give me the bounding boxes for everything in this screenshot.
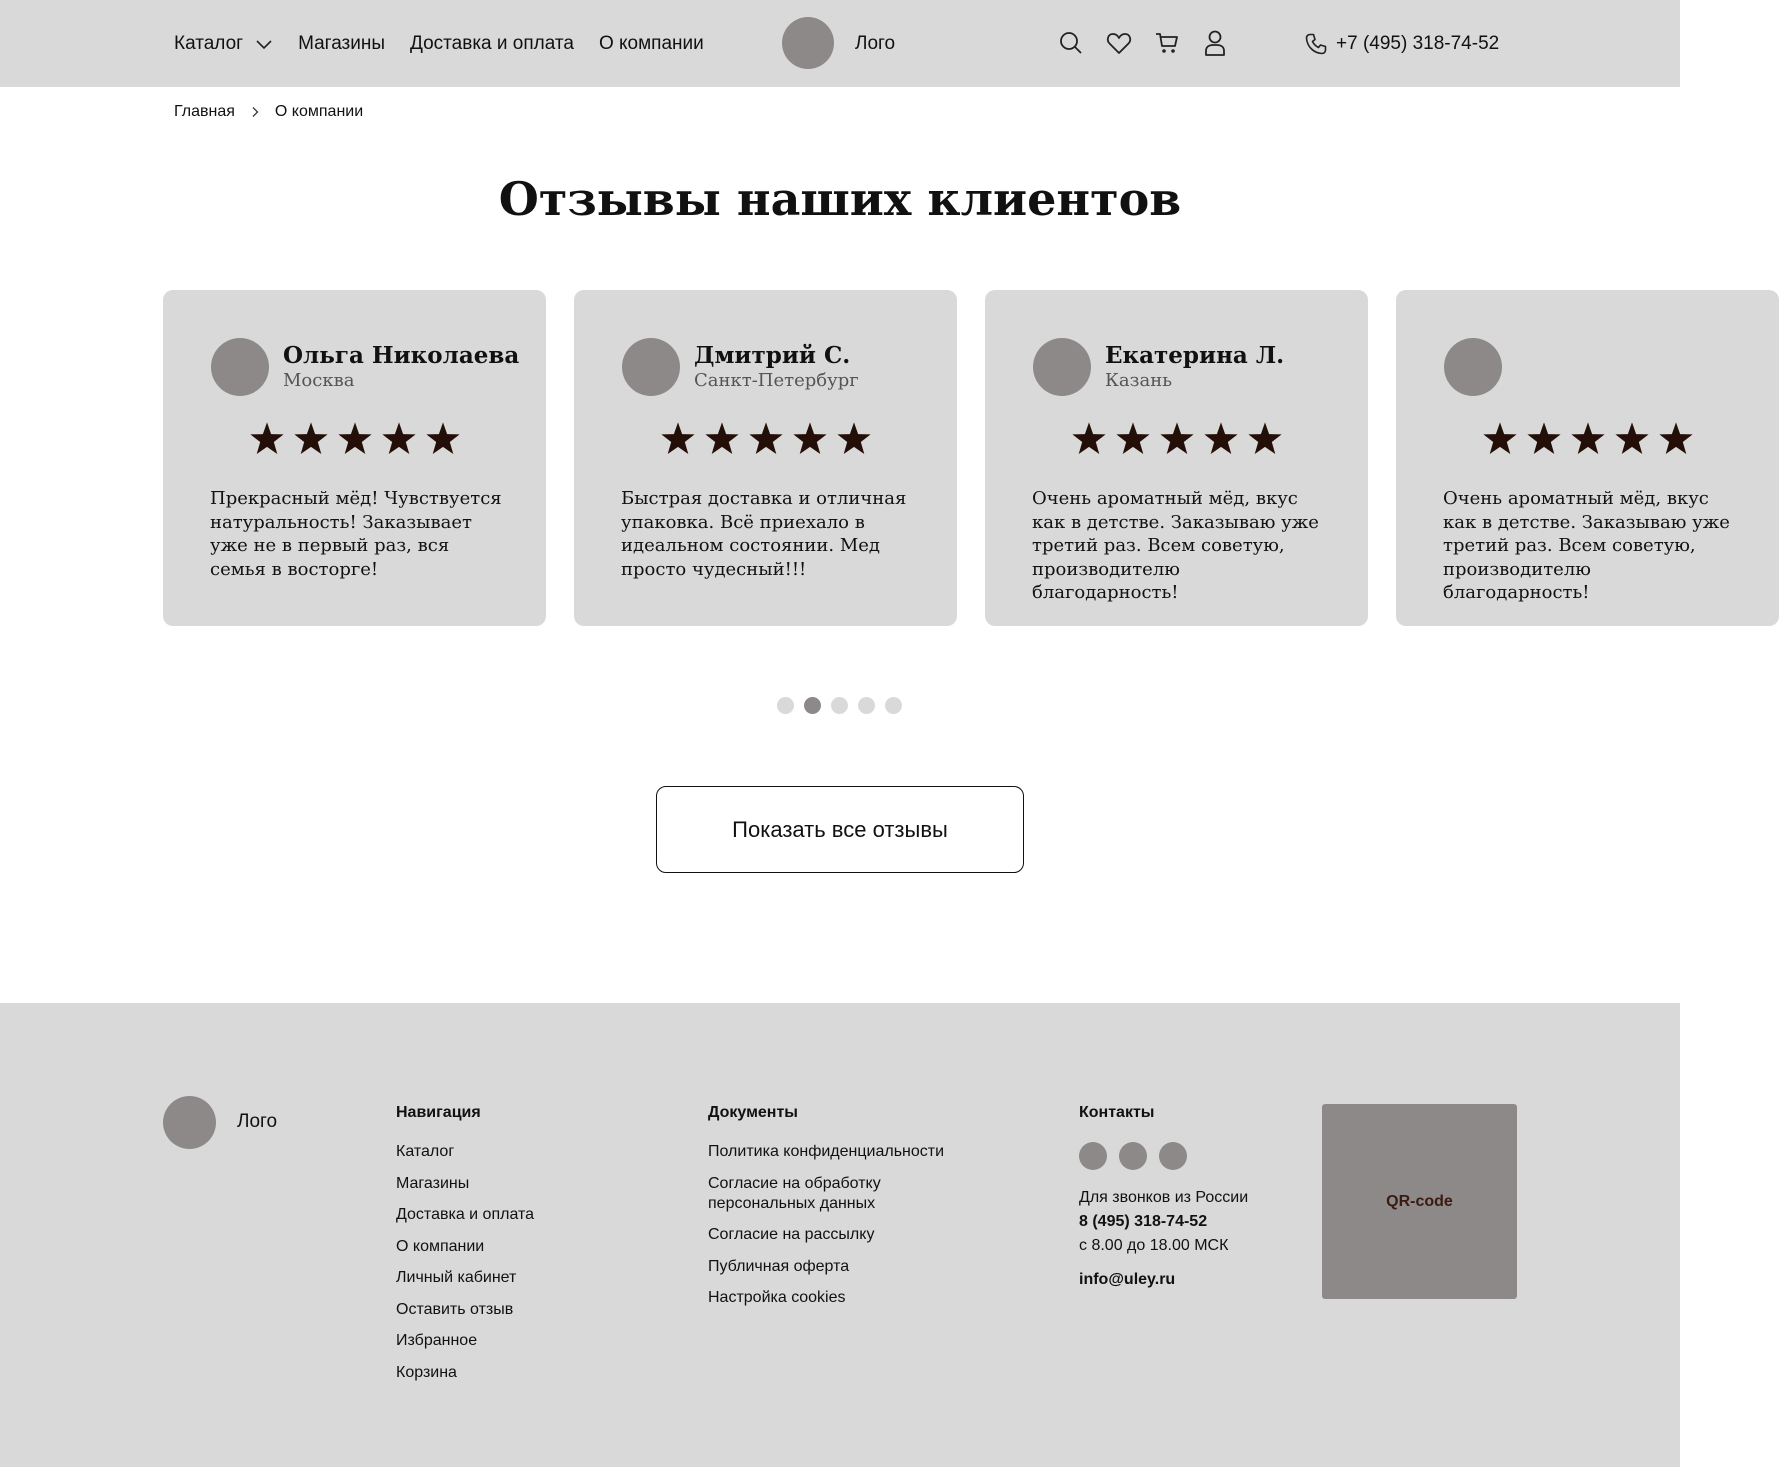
- breadcrumb-current: О компании: [274, 103, 364, 120]
- work-hours: с 8.00 до 18.00 МСК: [1079, 1237, 1229, 1254]
- footer-link[interactable]: Политика конфиденциальности: [708, 1143, 945, 1160]
- star-icon: [292, 420, 330, 458]
- review-city: Санкт-Петербург: [694, 370, 859, 391]
- pagination-dot[interactable]: [885, 697, 902, 714]
- page-title: Отзывы наших клиентов: [498, 172, 1182, 226]
- review-card: [985, 290, 1368, 626]
- nav-item-label: Каталог: [174, 32, 244, 54]
- avatar: [211, 338, 269, 396]
- phone-icon: [1305, 33, 1327, 55]
- pagination-dot[interactable]: [831, 697, 848, 714]
- nav-item-catalog[interactable]: [174, 33, 273, 55]
- nav-item-stores[interactable]: [298, 33, 385, 55]
- review-author: Дмитрий С.: [694, 342, 851, 369]
- footer-link[interactable]: О компании: [396, 1237, 485, 1255]
- social-icon[interactable]: [1119, 1142, 1147, 1170]
- search-button[interactable]: [1058, 28, 1084, 58]
- star-icon: [1657, 420, 1695, 458]
- star-icon: [1158, 420, 1196, 458]
- avatar: [1444, 338, 1502, 396]
- star-icon: [1481, 420, 1519, 458]
- footer-nav-title: Навигация: [396, 1104, 481, 1121]
- chevron-right-icon: [249, 106, 261, 118]
- review-text: Очень ароматный мёд, вкус как в детстве. Заказываю уже третий раз. Всем советую, производителю благодарность!: [1032, 488, 1319, 603]
- star-icon: [248, 420, 286, 458]
- chevron-down-icon: [255, 35, 273, 53]
- star-icon: [791, 420, 829, 458]
- star-icon: [1202, 420, 1240, 458]
- nav-item-about[interactable]: [599, 33, 704, 55]
- reviews-carousel[interactable]: [163, 290, 1730, 628]
- main-nav: [174, 0, 704, 87]
- review-text: Очень ароматный мёд, вкус как в детстве. Заказываю уже третий раз. Всем советую, производителю благодарность!: [1443, 488, 1730, 603]
- social-links: [1079, 1142, 1248, 1170]
- calls-label: Для звонков из России: [1079, 1189, 1249, 1206]
- search-icon: [1059, 31, 1083, 55]
- star-icon: [1114, 420, 1152, 458]
- nav-item-label: Доставка и оплата: [410, 32, 574, 54]
- footer-docs: [708, 1104, 968, 1320]
- star-icon: [703, 420, 741, 458]
- rating-stars: [574, 420, 957, 458]
- footer-link[interactable]: Личный кабинет: [396, 1269, 517, 1286]
- review-author: Екатерина Л.: [1105, 342, 1285, 369]
- footer-link[interactable]: Согласие на рассылку: [708, 1226, 875, 1243]
- show-all-reviews-button[interactable]: Показать все отзывы: [656, 786, 1024, 873]
- pagination-dot[interactable]: [804, 697, 821, 714]
- header-phone-number: +7 (495) 318-74-52: [1336, 32, 1500, 54]
- footer-logo-text[interactable]: Лого: [237, 1111, 278, 1132]
- carousel-pagination: [777, 697, 902, 714]
- star-icon: [336, 420, 374, 458]
- favorites-button[interactable]: [1106, 28, 1132, 58]
- footer-link[interactable]: Каталог: [396, 1143, 455, 1160]
- footer-link[interactable]: Избранное: [396, 1332, 478, 1349]
- nav-item-label: О компании: [598, 32, 704, 54]
- cart-button[interactable]: [1154, 28, 1180, 58]
- header-phone[interactable]: [1305, 0, 1499, 87]
- user-icon: [1204, 30, 1226, 56]
- footer-docs-list: [708, 1142, 968, 1308]
- breadcrumb-home[interactable]: Главная: [174, 103, 235, 120]
- star-icon: [1070, 420, 1108, 458]
- logo-image[interactable]: [782, 17, 834, 69]
- pagination-dot[interactable]: [777, 697, 794, 714]
- footer-phone[interactable]: 8 (495) 318-74-52: [1079, 1213, 1208, 1230]
- avatar: [1033, 338, 1091, 396]
- review-card: [1396, 290, 1779, 626]
- footer-docs-title: Документы: [708, 1104, 798, 1121]
- avatar: [622, 338, 680, 396]
- nav-item-label: Магазины: [298, 32, 386, 54]
- review-city: Казань: [1105, 370, 1173, 391]
- star-icon: [747, 420, 785, 458]
- star-icon: [1613, 420, 1651, 458]
- nav-item-delivery[interactable]: [410, 33, 574, 55]
- star-icon: [1569, 420, 1607, 458]
- star-icon: [659, 420, 697, 458]
- pagination-dot[interactable]: [858, 697, 875, 714]
- footer-email[interactable]: info@uley.ru: [1079, 1271, 1176, 1288]
- review-text: Прекрасный мёд! Чувствуется натуральность! Заказывает уже не в первый раз, вся семья в восторге!: [210, 488, 502, 580]
- account-button[interactable]: [1202, 28, 1228, 58]
- rating-stars: [163, 420, 546, 458]
- review-text: Быстрая доставка и отличная упаковка. Всё приехало в идеальном состоянии. Мед просто чудесный!!!: [621, 488, 907, 580]
- footer-link[interactable]: Доставка и оплата: [396, 1206, 535, 1223]
- footer-link[interactable]: Согласие на обработку персональных данных: [708, 1174, 881, 1212]
- footer-link[interactable]: Публичная оферта: [708, 1257, 850, 1275]
- header-icons: [1058, 28, 1228, 58]
- social-icon[interactable]: [1159, 1142, 1187, 1170]
- heart-icon: [1106, 31, 1132, 55]
- footer-contacts-title: Контакты: [1079, 1104, 1155, 1121]
- footer-nav: [396, 1104, 534, 1394]
- header: [0, 0, 1680, 87]
- star-icon: [835, 420, 873, 458]
- star-icon: [1246, 420, 1284, 458]
- review-card: [574, 290, 957, 626]
- breadcrumb: [174, 103, 363, 121]
- star-icon: [1525, 420, 1563, 458]
- rating-stars: [985, 420, 1368, 458]
- footer-link[interactable]: Магазины: [396, 1174, 470, 1192]
- footer-link[interactable]: Настройка cookies: [708, 1289, 846, 1306]
- rating-stars: [1396, 420, 1779, 458]
- footer-link[interactable]: Корзина: [396, 1363, 457, 1381]
- review-author: Ольга Николаева: [283, 342, 520, 369]
- logo-text[interactable]: Лого: [855, 33, 896, 54]
- star-icon: [424, 420, 462, 458]
- review-card: [163, 290, 546, 626]
- cart-icon: [1155, 31, 1179, 55]
- footer-logo-image[interactable]: [163, 1096, 216, 1149]
- footer-nav-list: [396, 1142, 534, 1383]
- star-icon: [380, 420, 418, 458]
- footer: [0, 1003, 1680, 1467]
- review-city: Москва: [283, 370, 355, 391]
- footer-link[interactable]: Оставить отзыв: [396, 1300, 514, 1318]
- footer-contacts: [1079, 1104, 1248, 1292]
- social-icon[interactable]: [1079, 1142, 1107, 1170]
- qr-code: QR-code: [1322, 1104, 1517, 1299]
